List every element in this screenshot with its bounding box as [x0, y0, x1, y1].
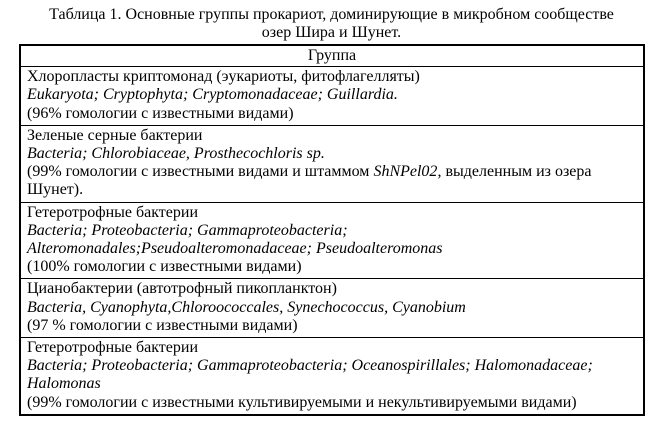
table-row: [21, 67, 643, 126]
table-row: [21, 338, 643, 414]
row-text: Зеленые серные бактерии: [27, 126, 203, 144]
row-text: Шунет).: [27, 181, 84, 199]
row-line: [27, 127, 637, 145]
taxonomy-latin-text: Alteromonadales;Pseudoalteromonadaceae; Pseudoalteromonas: [27, 240, 443, 258]
row-line: [27, 375, 637, 393]
row-line: [27, 68, 637, 86]
taxonomy-latin-text: Bacteria; Proteobacteria; Gammaproteobacteria; Oceanospirillales; Halomonadaceae;: [27, 357, 593, 375]
row-line: [27, 222, 637, 240]
row-line: [27, 163, 637, 181]
taxonomy-latin-text: Bacteria; Chlorobiaceae, Prosthecochloris sp.: [27, 145, 325, 163]
row-text: Цианобактерии (автотрофный пикопланктон): [27, 280, 337, 298]
row-line: [27, 357, 637, 375]
table-row: [21, 203, 643, 280]
row-text: Хлоропласты криптомонад (эукариоты, фитофлагелляты): [27, 68, 420, 86]
caption-line-2: озер Шира и Шунет.: [261, 23, 402, 41]
row-line: [27, 258, 637, 276]
table-header-cell: Группа: [21, 46, 643, 67]
row-line: [27, 105, 637, 123]
row-line: [27, 145, 637, 163]
row-text: (96% гомологии с известными видами): [27, 104, 294, 122]
row-line: [27, 339, 637, 357]
row-text: (97 % гомологии с известными видами): [27, 316, 298, 334]
row-text: , выделенным из озера: [437, 163, 592, 181]
row-text: (99% гомологии с известными видами и штаммом: [27, 163, 374, 181]
taxonomy-latin-text: Bacteria, Cyanophyta,Chloroococcales, Synechococcus, Cyanobium: [27, 298, 466, 316]
row-line: [27, 299, 637, 317]
taxonomy-latin-text: Halomonas: [27, 375, 101, 393]
row-text: Гетеротрофные бактерии: [27, 339, 199, 357]
row-text: (99% гомологии с известными культивируемыми и некультивируемыми видами): [27, 393, 577, 411]
row-line: [27, 181, 637, 199]
row-text: Гетеротрофные бактерии: [27, 203, 199, 221]
row-line: [27, 394, 637, 412]
taxonomy-latin-text: Bacteria; Proteobacteria; Gammaproteobacteria;: [27, 221, 348, 239]
table-row: [21, 126, 643, 203]
prokaryote-groups-table: [19, 44, 645, 416]
table-row: [21, 279, 643, 338]
taxonomy-latin-text: Eukaryota; Cryptophyta; Cryptomonadaceae; Guillardia.: [27, 86, 398, 104]
taxonomy-latin-text: ShNPel02: [373, 163, 438, 181]
row-text: (100% гомологии с известными видами): [27, 258, 302, 276]
row-line: [27, 86, 637, 104]
row-line: [27, 204, 637, 222]
caption-line-1: Таблица 1. Основные группы прокариот, доминирующие в микробном сообществе: [49, 6, 614, 23]
row-line: [27, 280, 637, 298]
table-body: [21, 67, 643, 414]
table-caption: [0, 0, 663, 41]
row-line: [27, 240, 637, 258]
row-line: [27, 317, 637, 335]
